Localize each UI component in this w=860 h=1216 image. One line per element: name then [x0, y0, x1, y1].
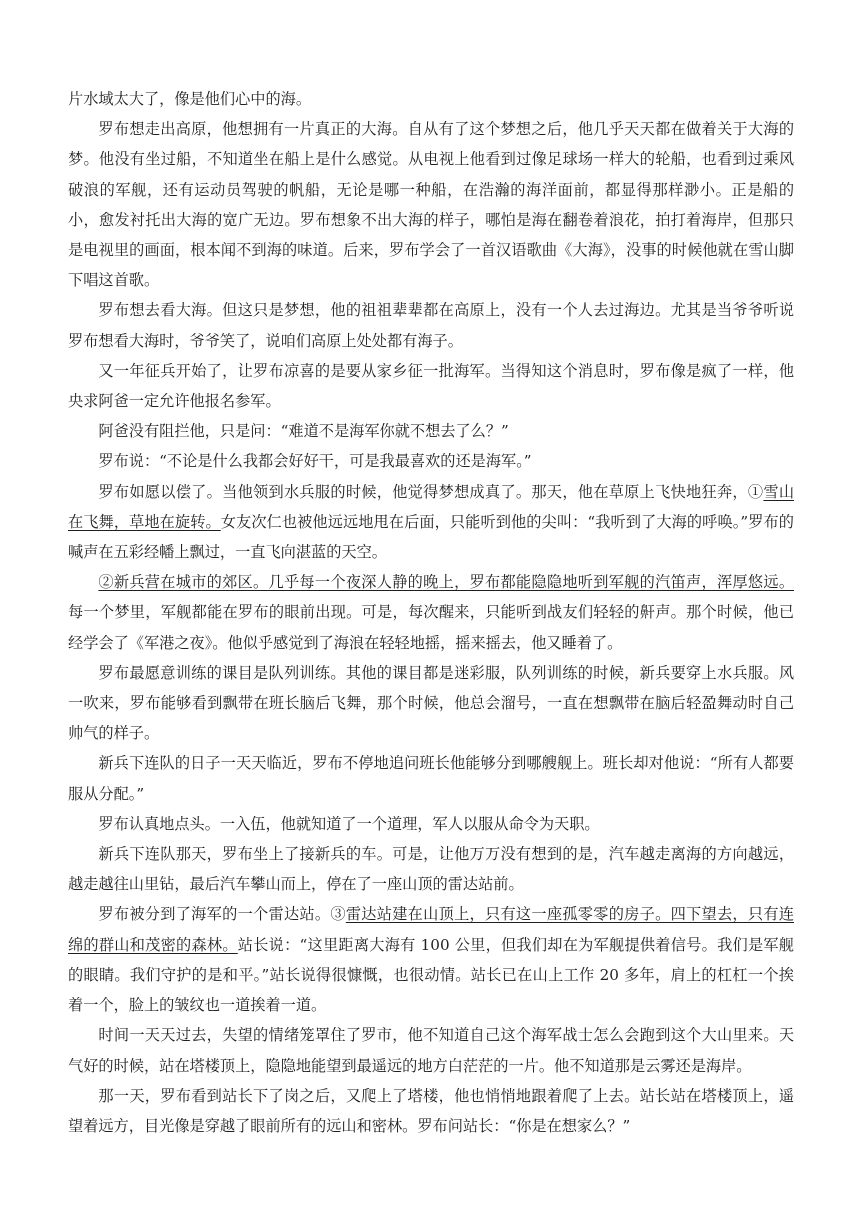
- paragraph: [68, 416, 794, 446]
- text-segment: 罗布想去看大海。但这只是梦想，他的祖祖辈辈都在高原上，没有一个人去过海边。尤其是当爷爷听说罗布想看大海时，爷爷笑了，说咱们高原上处处都有海子。: [68, 301, 794, 350]
- text-segment: 片水域太大了，像是他们心中的海。: [68, 90, 311, 108]
- paragraph: [68, 1020, 794, 1080]
- paragraph: [68, 477, 794, 568]
- text-segment: 又一年征兵开始了，让罗布凉喜的是要从家乡征一批海军。当得知这个消息时，罗布像是疯了一样，他央求阿爸一定允许他报名参军。: [68, 361, 794, 411]
- paragraph: [68, 839, 794, 899]
- paragraph: [68, 1081, 794, 1141]
- text-segment: 罗布被分到了海军的一个雷达站。③: [98, 905, 346, 924]
- text-segment: 那一天，罗布看到站长下了岗之后，又爬上了塔楼，他也悄悄地跟着爬了上去。站长站在塔楼顶上，遥望着远方，目光像是穿越了眼前所有的远山和密林。罗布问站长：“你是在想家么？”: [68, 1086, 794, 1135]
- paragraph: [68, 899, 794, 1020]
- text-segment: 罗布如愿以偿了。当他领到水兵服的时候，他觉得梦想成真了。那天，他在草原上飞快地狂奔，①: [98, 482, 764, 501]
- text-segment: 罗布想走出高原，他想拥有一片真正的大海。自从有了这个梦想之后，他几乎天天都在做着关于大海的梦。他没有坐过船，不知道坐在船上是什么感觉。从电视上他看到过像足球场一样大的轮船，也看到过乘风破浪的军舰，还有运动员驾驶的帆船，无论是哪一种船，在浩瀚的海洋面前，都显得那样渺小。正是船的小，愈发衬托出大海的宽广无边。罗布想象不出大海的样子，哪怕是海在翻卷着浪花，拍打着海岸，但那只是电视里的画面，根本闻不到海的味道。后来，罗布学会了一首汉语歌曲《大海》，没事的时候他就在雪山脚下唱这首歌。: [68, 120, 794, 290]
- paragraph: [68, 114, 794, 295]
- text-segment: 罗布最愿意训练的课目是队列训练。其他的课目都是迷彩服，队列训练的时候，新兵要穿上水兵服。风一吹来，罗布能够看到飘带在班长脑后飞舞，那个时候，他总会溜号，一直在想飘带在脑后轻盈舞动时自己帅气的样子。: [68, 663, 794, 743]
- text-segment: 新兵下连队的日子一天天临近，罗布不停地追问班长他能够分到哪艘舰上。班长却对他说：“所有人都要服从分配。”: [68, 754, 794, 803]
- text-segment: 新兵下连队那天，罗布坐上了接新兵的车。可是，让他万万没有想到的是，汽车越走离海的方向越远，越走越往山里钻，最后汽车攀山而上，停在了一座山顶的雷达站前。: [68, 845, 794, 894]
- paragraph: [68, 295, 794, 355]
- underlined-sentence: 雷达站建在山顶上，只有这一座孤零零的房子。四下望去，只有连绵的群山和茂密的森林。: [68, 905, 795, 954]
- document-page: [68, 84, 794, 1141]
- paragraph: [68, 356, 794, 416]
- paragraph: [68, 658, 794, 749]
- paragraph: [68, 748, 794, 808]
- text-segment: 时间一天天过去，失望的情绪笼罩住了罗市，他不知道自己这个海军战士怎么会跑到这个大山里来。天气好的时候，站在塔楼顶上，隐隐地能望到最遥远的地方白茫茫的一片。他不知道那是云雾还是海岸。: [68, 1026, 794, 1075]
- text-segment: 罗布说：“不论是什么我都会好好干，可是我最喜欢的还是海军。”: [98, 452, 532, 471]
- text-segment: 罗布认真地点头。一入伍，他就知道了一个道理，军人以服从命令为天职。: [98, 814, 600, 833]
- underlined-sentence: ②新兵营在城市的郊区。几乎每一个夜深人静的晚上，罗布都能隐隐地听到军舰的汽笛声，浑厚悠远。: [98, 573, 794, 592]
- underlined-sentence: 雪山在飞舞，草地在旋转。: [68, 482, 795, 531]
- text-segment: 女友次仁也被他远远地甩在后面，只能听到他的尖叫：“我听到了大海的呼唤。”罗布的喊声在五彩经幡上飘过，一直飞向湛蓝的天空。: [68, 512, 794, 562]
- text-segment: 每一个梦里，军舰都能在罗布的眼前出现。可是，每次醒来，只能听到战友们轻轻的鼾声。那个时候，他已经学会了《军港之夜》。他似乎感觉到了海浪在轻轻地摇，摇来摇去，他又睡着了。: [68, 603, 794, 652]
- text-segment: 阿爸没有阻拦他，只是问：“难道不是海军你就不想去了么？”: [98, 422, 509, 441]
- paragraph: [68, 809, 794, 839]
- paragraph: [68, 446, 794, 476]
- paragraph: [68, 84, 794, 114]
- paragraph: [68, 567, 794, 658]
- text-segment: 站长说：“这里距离大海有 100 公里，但我们却在为军舰提供着信号。我们是军舰的眼睛。我们守护的是和平。”站长说得很慷慨，也很动情。站长已在山上工作 20 多年，肩上的杠杠一个挨着一个，脸上的皱纹也一道挨着一道。: [68, 935, 794, 1015]
